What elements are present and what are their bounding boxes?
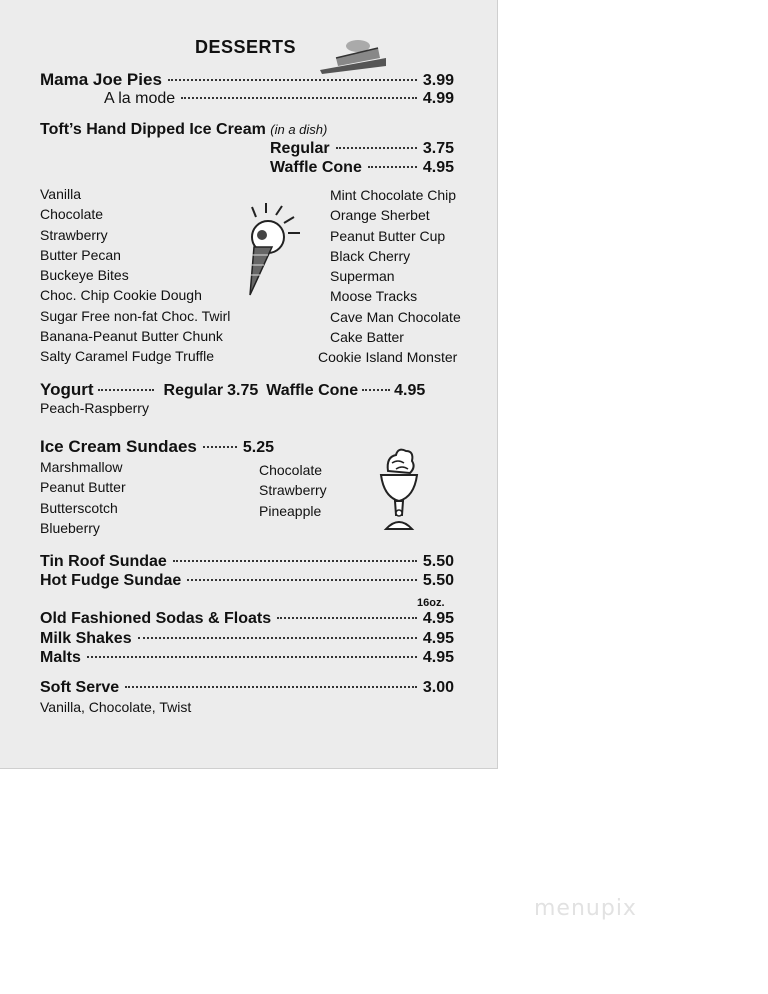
leader-dots [336,147,417,149]
leader-dots [98,389,154,391]
flavor-list-right [318,185,461,368]
drink-price: 4.95 [422,630,454,647]
drink-row [40,649,454,667]
alamode-price: 4.99 [422,90,454,107]
drink-name: Milk Shakes [40,630,132,647]
size-note: 16oz. [417,597,445,609]
special-price: 5.50 [422,553,454,570]
sundae-item: Marshmallow [40,459,123,475]
leader-dots [173,560,417,562]
pie-slice-icon [316,36,388,74]
flavor-item: Superman [330,268,395,285]
yogurt-regular-label: Regular [163,382,224,399]
sundaes-price: 5.25 [242,439,274,456]
watermark-text: menupix [534,896,637,921]
sundaes-row [40,437,274,457]
leader-dots [277,617,417,619]
sundae-item: Pineapple [259,502,322,519]
flavor-list-left [40,184,230,367]
leader-dots [368,166,417,168]
flavor-item: Salty Caramel Fudge Truffle [40,348,215,365]
flavor-item: Buckeye Bites [40,267,129,284]
flavor-item: Cake Batter [330,329,404,346]
yogurt-row [40,380,425,400]
icecream-waffle-price: 4.95 [422,159,454,176]
pies-price: 3.99 [422,72,454,89]
flavor-item: Choc. Chip Cookie Dough [40,287,202,304]
drink-price: 4.95 [422,610,454,627]
sundae-item: Butterscotch [40,499,118,516]
drink-price: 4.95 [422,649,454,666]
icecream-regular-price: 3.75 [422,140,454,157]
icecream-regular-label: Regular [270,140,330,157]
flavor-item: Mint Chocolate Chip [330,187,457,203]
special-row [40,572,454,590]
softserve-name: Soft Serve [40,679,120,696]
alamode-label: A la mode [104,90,176,107]
flavor-item: Strawberry [40,226,108,243]
pies-row [40,70,454,90]
icecream-waffle-row [270,159,454,177]
yogurt-waffle-label: Waffle Cone [266,382,359,399]
yogurt-regular-price: 3.75 [227,382,259,399]
sundae-item: Peanut Butter [40,479,126,496]
flavor-item: Cave Man Chocolate [330,308,461,325]
sundae-item: Blueberry [40,519,100,536]
special-price: 5.50 [422,572,454,589]
sundae-list-right [259,460,327,521]
flavor-item: Moose Tracks [330,288,418,305]
flavor-item: Sugar Free non-fat Choc. Twirl [40,307,231,324]
icecream-waffle-label: Waffle Cone [270,159,362,176]
yogurt-waffle-price: 4.95 [394,382,426,399]
sundaes-name: Ice Cream Sundaes [40,437,197,456]
flavor-item: Chocolate [40,206,104,223]
flavor-item: Cookie Island Monster [318,349,458,366]
leader-dots [138,637,417,639]
flavor-item: Orange Sherbet [330,207,430,224]
flavor-item: Banana-Peanut Butter Chunk [40,328,223,345]
special-name: Hot Fudge Sundae [40,572,182,589]
yogurt-flavor: Peach-Raspberry [40,400,149,416]
softserve-price: 3.00 [422,679,454,696]
leader-dots [203,446,237,448]
ice-cream-cone-icon [238,203,302,297]
alamode-row [104,90,454,108]
leader-dots [168,79,417,81]
icecream-heading [40,121,327,139]
icecream-name: Toft’s Hand Dipped Ice Cream [40,121,266,138]
page-title: DESSERTS [195,37,297,57]
drink-row [40,610,454,628]
sundae-item: Strawberry [259,482,327,499]
sundae-item: Chocolate [259,462,323,478]
drink-name: Malts [40,649,81,666]
flavor-item: Butter Pecan [40,246,121,263]
sundae-list-left [40,457,126,538]
drink-row [40,630,454,648]
leader-dots [362,389,390,391]
sundae-cup-icon [378,445,420,535]
flavor-item: Black Cherry [330,247,411,264]
leader-dots [125,686,417,688]
flavor-item: Vanilla [40,186,81,202]
yogurt-name: Yogurt [40,380,94,399]
softserve-flavors: Vanilla, Chocolate, Twist [40,699,192,715]
pies-name: Mama Joe Pies [40,70,162,89]
leader-dots [87,656,417,658]
flavor-item: Peanut Butter Cup [330,227,446,244]
icecream-note: (in a dish) [270,122,328,137]
special-name: Tin Roof Sundae [40,553,167,570]
leader-dots [181,97,417,99]
leader-dots [187,579,417,581]
drink-name: Old Fashioned Sodas & Floats [40,610,272,627]
softserve-row [40,679,454,697]
icecream-regular-row [270,140,454,158]
special-row [40,553,454,571]
